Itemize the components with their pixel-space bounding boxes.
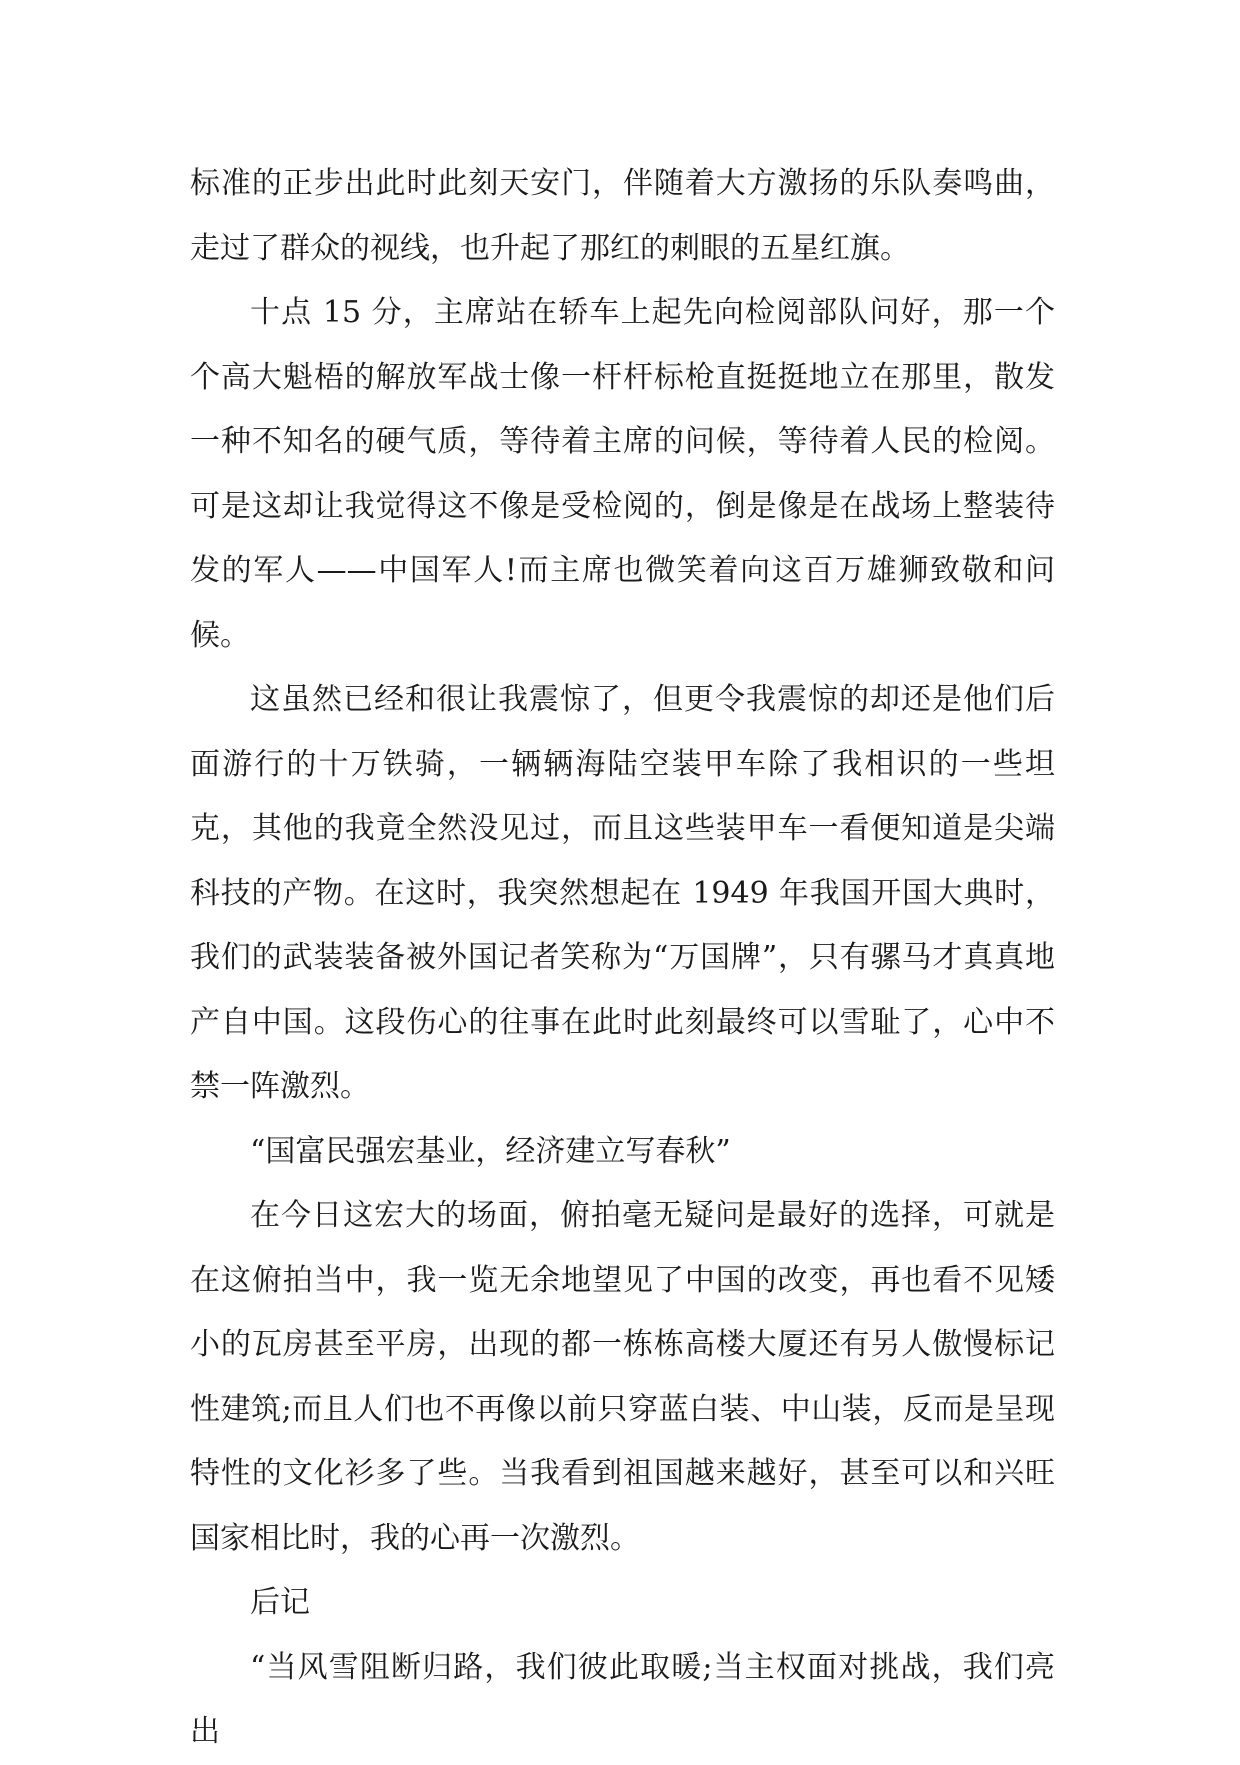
paragraph-quote-heading: “国富民强宏基业，经济建立写春秋” [250, 1133, 731, 1169]
paragraph-afterword-quote: “当风雪阻断归路，我们彼此取暖;当主权面对挑战，我们亮出 [190, 1649, 1055, 1749]
paragraph-aerial-view: 在今日这宏大的场面，俯拍毫无疑问是最好的选择，可就是在这俯拍当中，我一览无余地望见了中国的改变，再也看不见矮小的瓦房甚至平房，出现的都一栋栋高楼大厦还有另人傲慢标记性建筑;而且人们也不再像以前只穿蓝白装、中山装，反而是呈现特性的文化衫多了些。当我看到祖国越来越好，甚至可以和兴旺国家相比时，我的心再一次激烈。 [190, 1198, 1055, 1556]
paragraph-continuation: 标准的正步出此时此刻天安门，伴随着大方激扬的乐队奏鸣曲，走过了群众的视线，也升起了那红的刺眼的五星红旗。 [190, 166, 1055, 266]
body-text [190, 152, 1055, 1765]
paragraph-chairman-greeting: 十点 15 分，主席站在轿车上起先向检阅部队问好，那一个个高大魁梧的解放军战士像一杆杆标枪直挺挺地立在那里，散发一种不知名的硬气质，等待着主席的问候，等待着人民的检阅。可是这却让我觉得这不像是受检阅的，倒是像是在战场上整装待发的军人——中国军人!而主席也微笑着向这百万雄狮致敬和问候。 [190, 295, 1055, 653]
paragraph-armored-parade: 这虽然已经和很让我震惊了，但更令我震惊的却还是他们后面游行的十万铁骑，一辆辆海陆空装甲车除了我相识的一些坦克，其他的我竟全然没见过，而且这些装甲车一看便知道是尖端科技的产物。在这时，我突然想起在 1949 年我国开国大典时，我们的武装装备被外国记者笑称为“万国牌”，只有骡马才真真地产自中国。这段伤心的往事在此时此刻最终可以雪耻了，心中不禁一阵激烈。 [190, 682, 1055, 1104]
paragraph-afterword-heading: 后记 [250, 1585, 310, 1620]
